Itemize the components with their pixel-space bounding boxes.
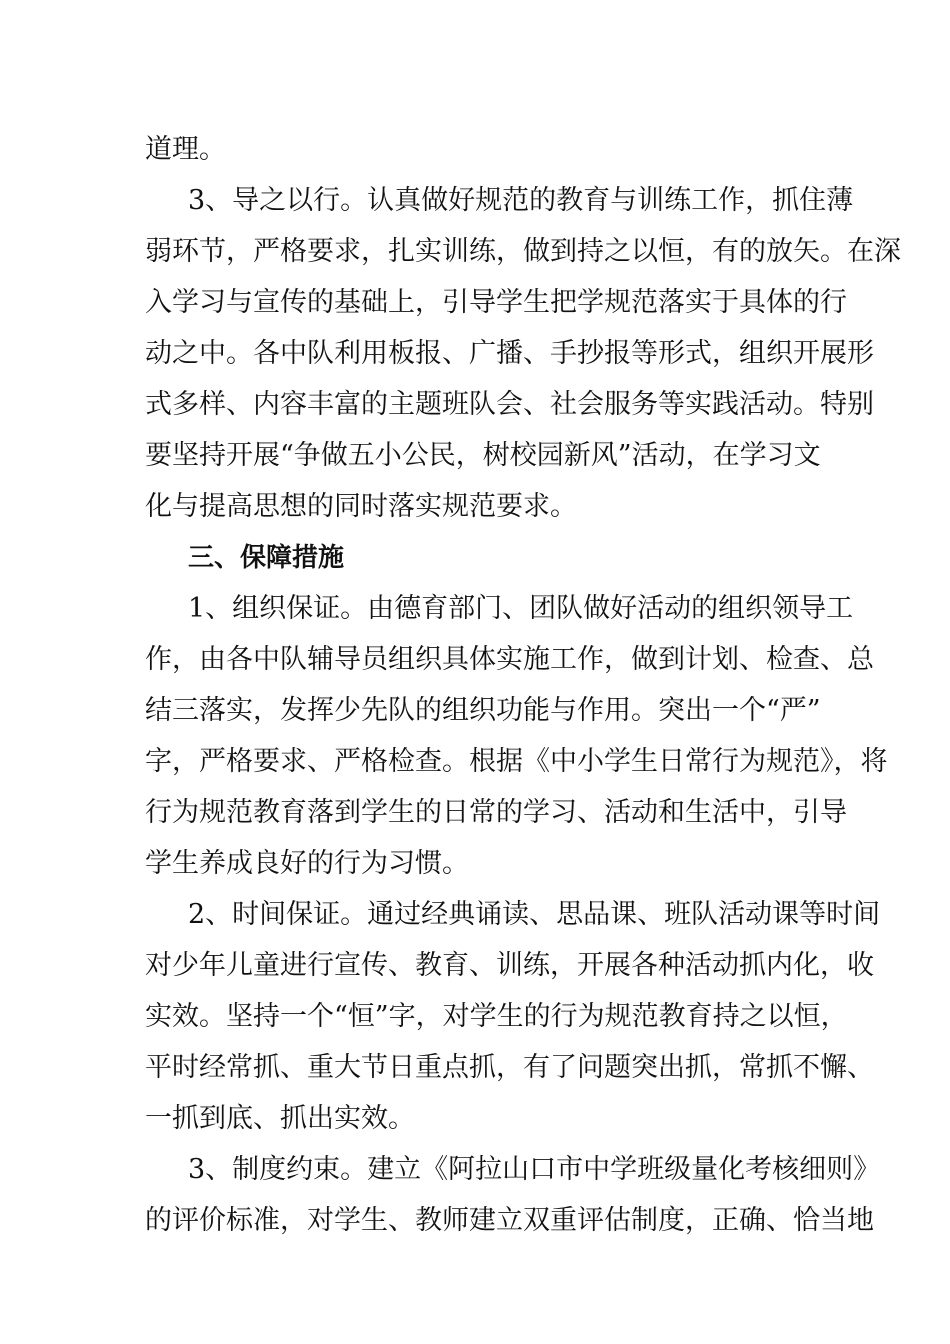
paragraph-line: 结三落实，发挥少先队的组织功能与作用。突出一个“严”	[145, 695, 821, 726]
paragraph-line: 式多样、内容丰富的主题班队会、社会服务等实践活动。特别	[145, 389, 874, 420]
paragraph-line: 道理。	[145, 134, 226, 165]
paragraph-line: 字，严格要求、严格检查。根据《中小学生日常行为规范》，将	[145, 746, 888, 777]
paragraph-line: 作，由各中队辅导员组织具体实施工作，做到计划、检查、总	[145, 644, 874, 675]
paragraph-line: 入学习与宣传的基础上，引导学生把学规范落实于具体的行	[145, 287, 847, 318]
paragraph-line: 的评价标准，对学生、教师建立双重评估制度，正确、恰当地	[145, 1205, 874, 1236]
paragraph-line: 弱环节，严格要求，扎实训练，做到持之以恒，有的放矢。在深	[145, 236, 901, 267]
paragraph-line: 3、导之以行。认真做好规范的教育与训练工作，抓住薄	[188, 185, 854, 216]
paragraph-line: 1、组织保证。由德育部门、团队做好活动的组织领导工	[188, 593, 854, 624]
paragraph-line: 实效。坚持一个“恒”字，对学生的行为规范教育持之以恒，	[145, 1001, 848, 1032]
paragraph-line: 学生养成良好的行为习惯。	[145, 848, 469, 879]
paragraph-line: 动之中。各中队利用板报、广播、手抄报等形式，组织开展形	[145, 338, 874, 369]
paragraph-line: 化与提高思想的同时落实规范要求。	[145, 491, 577, 522]
paragraph-line: 2、时间保证。通过经典诵读、思品课、班队活动课等时间	[188, 899, 881, 930]
section-heading: 三、保障措施	[188, 543, 345, 573]
paragraph-line: 行为规范教育落到学生的日常的学习、活动和生活中，引导	[145, 797, 847, 828]
paragraph-line: 平时经常抓、重大节日重点抓，有了问题突出抓，常抓不懈、	[145, 1052, 874, 1083]
paragraph-line: 一抓到底、抓出实效。	[145, 1103, 415, 1134]
paragraph-line: 要坚持开展“争做五小公民，树校园新风”活动，在学习文	[145, 440, 821, 471]
paragraph-line: 3、制度约束。建立《阿拉山口市中学班级量化考核细则》	[188, 1154, 881, 1185]
paragraph-line: 对少年儿童进行宣传、教育、训练，开展各种活动抓内化，收	[145, 950, 874, 981]
